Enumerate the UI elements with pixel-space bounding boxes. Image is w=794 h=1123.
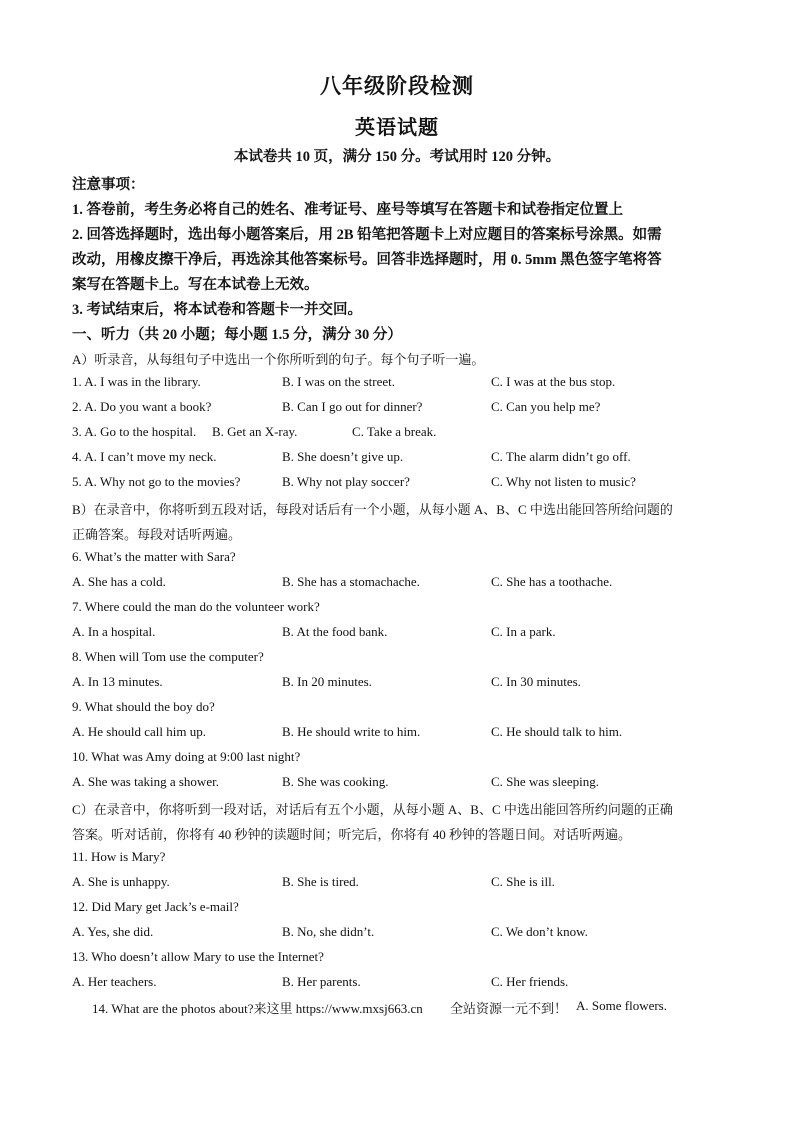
q9-option-a: A. He should call him up. — [72, 724, 206, 739]
q12-option-c: C. We don’t know. — [491, 924, 588, 939]
q11-stem: 11. How is Mary? — [72, 849, 166, 864]
q4-option-a: 4. A. I can’t move my neck. — [72, 449, 217, 464]
q3-option-a: 3. A. Go to the hospital. — [72, 424, 197, 439]
q7-option-a: A. In a hospital. — [72, 624, 156, 639]
q10-option-c: C. She was sleeping. — [491, 774, 599, 789]
notes-item-3: 3. 考试结束后，将本试卷和答题卡一并交回。 — [72, 302, 362, 318]
q12-option-a: A. Yes, she did. — [72, 924, 154, 939]
q12-stem: 12. Did Mary get Jack’s e-mail? — [72, 899, 239, 914]
q8-option-c: C. In 30 minutes. — [491, 674, 581, 689]
q9-stem: 9. What should the boy do? — [72, 699, 215, 714]
q11-option-a: A. She is unhappy. — [72, 874, 170, 889]
part-c-instructions: C）在录音中，你将听到一段对话，对话后有五个小题，从每小题 A、B、C 中选出能回答所约问题的正确 — [72, 802, 673, 817]
q3-option-b: B. Get an X-ray. — [212, 424, 298, 439]
q6-option-a: A. She has a cold. — [72, 574, 166, 589]
q9-option-c: C. He should talk to him. — [491, 724, 623, 739]
q8-option-a: A. In 13 minutes. — [72, 674, 163, 689]
q10-option-a: A. She was taking a shower. — [72, 774, 219, 789]
part-a-instructions: A）听录音，从每组句子中选出一个你所听到的句子。每个句子听一遍。 — [72, 352, 485, 367]
exam-info: 本试卷共 10 页，满分 150 分。考试用时 120 分钟。 — [233, 149, 561, 165]
part-c-instructions-cont: 答案。听对话前，你将有 40 秒钟的读题时间；听完后，你将有 40 秒钟的答题日间。对话听两遍。 — [72, 827, 632, 842]
q6-stem: 6. What’s the matter with Sara? — [72, 549, 236, 564]
notes-heading: 注意事项： — [72, 177, 145, 193]
notes-item-1: 1. 答卷前，考生务必将自己的姓名、准考证号、座号等填写在答题卡和试卷指定位置上 — [72, 202, 623, 218]
notes-item-2: 2. 回答选择题时，选出每小题答案后，用 2B 铅笔把答题卡上对应题目的答案标号涂黑。如需 — [72, 227, 662, 243]
q11-option-c: C. She is ill. — [491, 874, 555, 889]
q7-option-b: B. At the food bank. — [282, 624, 388, 639]
q9-option-b: B. He should write to him. — [282, 724, 421, 739]
q8-stem: 8. When will Tom use the computer? — [72, 649, 264, 664]
q5-option-c: C. Why not listen to music? — [491, 474, 636, 489]
q10-stem: 10. What was Amy doing at 9:00 last night? — [72, 749, 301, 764]
q12-option-b: B. No, she didn’t. — [282, 924, 375, 939]
q2-option-c: C. Can you help me? — [491, 399, 601, 414]
q2-option-b: B. Can I go out for dinner? — [282, 399, 423, 414]
q4-option-b: B. She doesn’t give up. — [282, 449, 404, 464]
q7-stem: 7. Where could the man do the volunteer work? — [72, 599, 320, 614]
q1-option-b: B. I was on the street. — [282, 374, 396, 389]
q11-option-b: B. She is tired. — [282, 874, 359, 889]
q13-option-c: C. Her friends. — [491, 974, 569, 989]
section-heading: 一、听力（共 20 小题；每小题 1.5 分，满分 30 分） — [72, 327, 402, 343]
q4-option-c: C. The alarm didn’t go off. — [491, 449, 631, 464]
part-b-instructions: B）在录音中，你将听到五段对话，每段对话后有一个小题，从每小题 A、B、C 中选出能回答所给问题的 — [72, 502, 673, 517]
q3-option-c: C. Take a break. — [352, 424, 437, 439]
exam-title: 八年级阶段检测 — [320, 74, 474, 98]
q5-option-a: 5. A. Why not go to the movies? — [72, 474, 241, 489]
q10-option-b: B. She was cooking. — [282, 774, 389, 789]
q6-option-c: C. She has a toothache. — [491, 574, 613, 589]
q1-option-c: C. I was at the bus stop. — [491, 374, 616, 389]
q6-option-b: B. She has a stomachache. — [282, 574, 420, 589]
part-b-instructions-cont: 正确答案。每段对话听两遍。 — [72, 527, 242, 542]
notes-item-2-cont: 改动，用橡皮擦干净后，再选涂其他答案标号。回答非选择题时，用 0. 5mm 黑色签字笔将答 — [72, 252, 662, 268]
q13-option-a: A. Her teachers. — [72, 974, 157, 989]
q1-option-a: 1. A. I was in the library. — [72, 374, 201, 389]
q13-stem: 13. Who doesn’t allow Mary to use the Internet? — [72, 949, 324, 964]
watermark-text: 全站资源一元不到！ — [450, 1001, 568, 1016]
q5-option-b: B. Why not play soccer? — [282, 474, 410, 489]
q8-option-b: B. In 20 minutes. — [282, 674, 372, 689]
q2-option-a: 2. A. Do you want a book? — [72, 399, 212, 414]
subject-title: 英语试题 — [355, 117, 439, 139]
q13-option-b: B. Her parents. — [282, 974, 361, 989]
q7-option-c: C. In a park. — [491, 624, 556, 639]
q14-stem: 14. What are the photos about?来这里 https://www.mxsj663.cn — [92, 1001, 423, 1016]
notes-item-2-cont2: 案写在答题卡上。写在本试卷上无效。 — [72, 277, 319, 293]
q14-option-a: A. Some flowers. — [576, 998, 667, 1013]
